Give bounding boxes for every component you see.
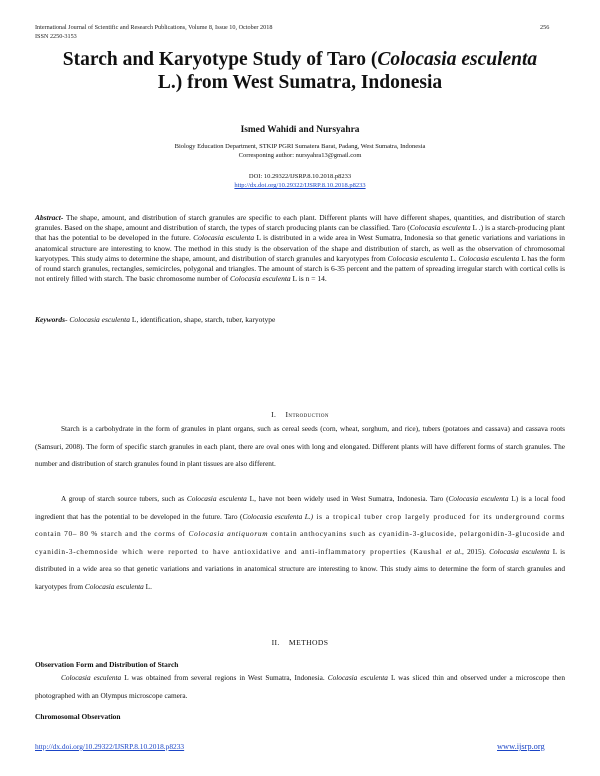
authors: Ismed Wahidi and Nursyahra xyxy=(240,125,360,135)
abstract: Abstract- The shape, amount, and distribution of starch granules are specific to each plant. Different plants will have different shapes, quantities, and distribution of starch granules. Based on the shape, amount and distribution of starch, the types of starch producing plants can be classified. Taro (Colocasia esculenta L .) is a starch-producing plant that has the potential to be developed in the future. Colocasia esculenta L is distributed in a wide area in West Sumatra, Indonesia so that genetic variations and variations in anatomical structure are interesting to know. The method in this study is the observation of the shape and distribution of starch, as well as the observation of chromosomal karyotypes. This study aims to determine the shape, amount, and distribution of starch granules and karyotypes from Colocasia esculenta L. Colocasia esculenta L has the form of round starch granules, rectangles, semicircles, polygonal and triangles. The amount of starch is 6-35 percent and the pattern of spreading irregular starch with cortical cells is not entirely filled with starch. The basic chromosome number of Colocasia esculenta L is n = 14. xyxy=(35,213,565,284)
footer-doi-wrap xyxy=(35,742,184,751)
section-methods-heading: II. METHODS xyxy=(271,638,329,647)
page-number: 256 xyxy=(540,24,550,31)
subheading-chromosomal-observation: Chromosomal Observation xyxy=(35,712,121,721)
affiliation: Biology Education Department, STKIP PGRI Sumatera Barat, Padang, West Sumatra, Indonesia xyxy=(174,143,426,150)
journal-header xyxy=(35,23,272,41)
intro-paragraph-2: A group of starch source tubers, such as Colocasia esculenta L, have not been widely used in West Sumatra, Indonesia. Taro (Colocasia esculenta L) is a local food ingredient that has the potential to be developed in the future. Taro (Colocasia esculenta L.) is a tropical tuber crop largely produced for its underground corms contain 70– 80 % starch and the corms of Colocasia antiquorum contain anthocyanins such as cyanidin-3-glucoside, pelargonidin-3-glucoside and cyanidin-3-chemnoside which were reported to have antioxidative and anti-inflammatory properties (Kaushal et al., 2015). Colocasia esculenta L is distributed in a wide area so that genetic variations and variations in anatomical structure are interesting to know. This study aims to determine the form of starch granules and karyotypes from Colocasia esculenta L. xyxy=(35,494,565,591)
subheading-starch-observation: Observation Form and Distribution of Starch xyxy=(35,660,179,669)
doi-link[interactable]: http://dx.doi.org/10.29322/IJSRP.8.10.2018.p8233 xyxy=(234,182,366,189)
corresponding-author: Corresponing author: nursyahra13@gmail.com xyxy=(238,152,362,159)
issn: ISSN 2250-3153 xyxy=(35,33,77,40)
methods-paragraph-1: Colocasia esculenta L was obtained from several regions in West Sumatra, Indonesia. Colocasia esculenta L was sliced thin and observed under a microscope then photographed with an Olympus microscope camera. xyxy=(35,673,566,700)
doi-link-wrap xyxy=(30,181,570,190)
footer-site-wrap xyxy=(497,742,545,751)
paper-title: Starch and Karyotype Study of Taro (Colocasia esculenta L.) from West Sumatra, Indonesia xyxy=(62,49,538,93)
keywords: Keywords- Colocasia esculenta L, identification, shape, starch, tuber, karyotype xyxy=(35,315,276,324)
doi: DOI: 10.29322/IJSRP.8.10.2018.p8233 xyxy=(248,173,352,180)
journal-name: International Journal of Scientific and Research Publications, Volume 8, Issue 10, October 2018 xyxy=(35,24,273,31)
footer-site-link[interactable]: www.ijsrp.org xyxy=(497,742,545,751)
intro-paragraph-1: Starch is a carbohydrate in the form of granules in plant organs, such as cereal seeds (corn, wheat, sorghum, and rice), tubers (potatoes and cassava) and cassava roots (Samsuri, 2008). The form of specific starch granules in each plant, there are oval ones with long and elongated. Different plants will have different forms of starch granules. The number and distribution of starch granules found in plant tissues are also different. xyxy=(35,424,565,469)
section-introduction-heading: I. Introduction xyxy=(271,410,329,419)
footer-doi-link[interactable]: http://dx.doi.org/10.29322/IJSRP.8.10.2018.p8233 xyxy=(35,742,185,751)
